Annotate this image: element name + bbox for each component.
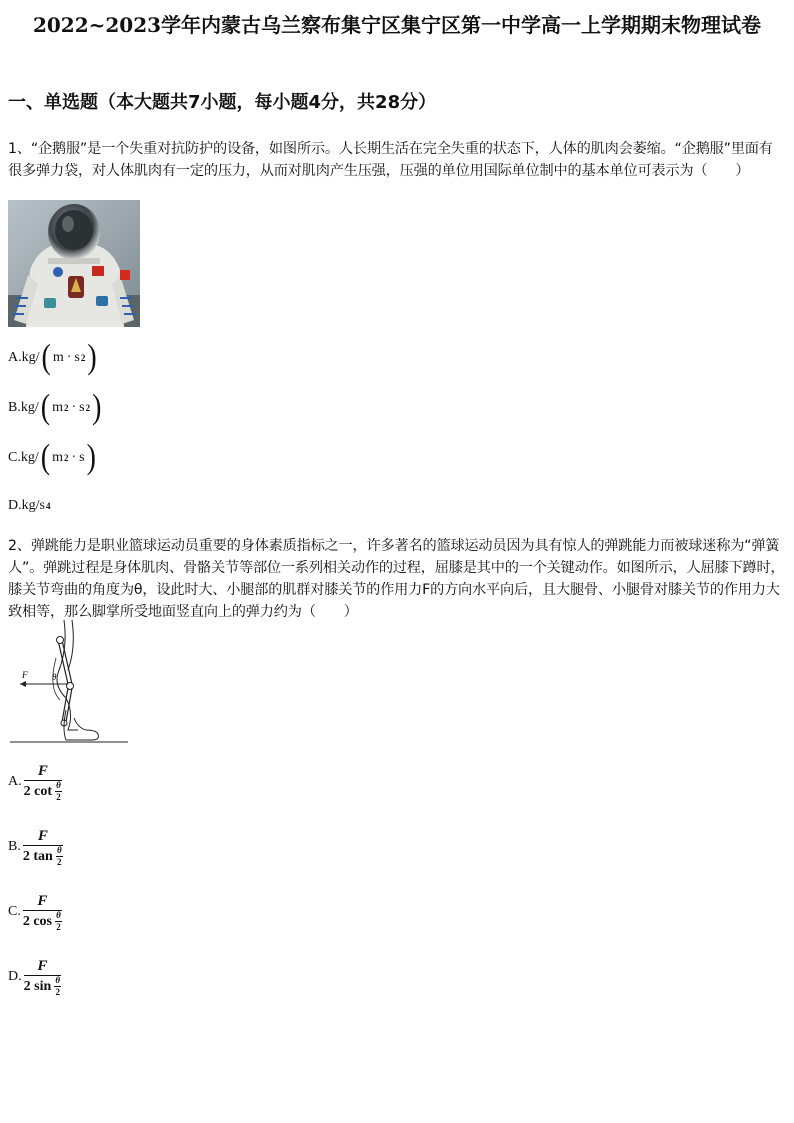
trig-function: cos [33,913,53,929]
unit-m: m [52,350,64,365]
exponent: 2 [80,353,86,363]
right-paren: ) [87,338,97,377]
half-angle [54,976,61,997]
numerator: F [37,893,48,909]
numerator: F [37,828,48,844]
right-paren: ) [92,388,102,427]
dot-operator: · [66,350,72,365]
unit-m: m [52,450,63,465]
denominator [24,976,62,997]
option-label: C.kg/ [8,450,39,465]
angle-label: θ [52,672,57,682]
q2-option-b[interactable] [8,825,63,869]
theta: θ [56,910,61,920]
option-label: D. [8,969,22,984]
q2-option-a[interactable] [8,760,62,804]
option-label: D.kg/s [8,498,45,513]
theta: θ [56,845,62,855]
q2-option-c[interactable] [8,890,62,934]
theta: θ [55,975,61,985]
fraction [24,762,62,802]
coefficient: 2 [23,783,31,799]
question-1-text: 1、“企鹅服”是一个失重对抗防护的设备，如图所示。人长期生活在完全失重的状态下，人体的肌肉会萎缩。“企鹅服”里面有很多弹力袋，对人体肌肉有一定的压力，从而对肌肉产生压强，压强的单位用国际单位制中的基本单位可表示为（ ） [8,141,773,179]
dot-operator: · [71,400,77,415]
option-label: A. [8,774,22,789]
dot-operator: · [71,450,77,465]
two: 2 [55,987,60,997]
left-paren: ( [41,338,51,377]
trig-function: tan [33,848,53,864]
trig-function: sin [34,978,52,994]
question-2-text: 2、弹跳能力是职业篮球运动员重要的身体素质指标之一，许多著名的篮球运动员因为具有惊人的弹跳能力而被球迷称为“弹簧人”。弹跳过程是身体肌肉、骨骼关节等部位一系列相关动作的过程，屈膝是其中的一个关键动作。如图所示，人屈膝下蹲时，膝关节弯曲的角度为θ，设此时大、小腿部的肌群对膝关节的作用力F的方向水平向后，且大腿骨、小腿骨对膝关节的作用力大致相等，那么脚掌所受地面竖直向上的弹力约为（ ） [8,538,785,620]
q1-option-c[interactable] [8,438,98,478]
half-angle [56,846,63,867]
unit-s: s [79,400,85,415]
section-heading: 一、单选题（本大题共7小题，每小题4分，共28分） [8,92,437,113]
coefficient: 2 [23,978,31,994]
denominator [23,911,62,932]
option-label: C. [8,904,21,919]
theta: θ [56,780,61,790]
exponent: 2 [85,403,91,413]
coefficient: 2 [22,848,30,864]
denominator [23,846,63,867]
half-angle [55,781,62,802]
page-title: 2022~2023学年内蒙古乌兰察布集宁区集宁区第一中学高一上学期期末物理试卷 [32,13,762,37]
left-paren: ( [40,388,51,427]
unit-m: m [52,400,63,415]
force-label: F [22,670,28,680]
q2-option-d[interactable] [8,955,61,999]
q1-option-a[interactable] [8,338,99,378]
two: 2 [56,922,61,932]
two: 2 [56,792,61,802]
fraction [23,892,62,932]
half-angle [55,911,62,932]
right-paren: ) [86,438,96,477]
exponent: 2 [63,453,69,463]
q1-option-b[interactable] [8,388,103,428]
numerator: F [37,958,48,974]
coefficient: 2 [22,913,30,929]
option-label: B.kg/ [8,400,39,415]
q1-option-d[interactable] [8,486,50,526]
fraction [24,957,62,997]
knee-force-diagram [8,618,130,748]
fraction [23,827,63,867]
denominator [24,781,62,802]
option-label: A.kg/ [8,350,40,365]
exponent: 4 [45,501,51,511]
trig-function: cot [34,783,53,799]
left-paren: ( [40,438,51,477]
two: 2 [57,857,62,867]
numerator: F [37,763,48,779]
unit-s: s [74,350,80,365]
unit-s: s [79,450,85,465]
option-label: B. [8,839,21,854]
exponent: 2 [63,403,69,413]
spacesuit-photo [8,200,140,327]
